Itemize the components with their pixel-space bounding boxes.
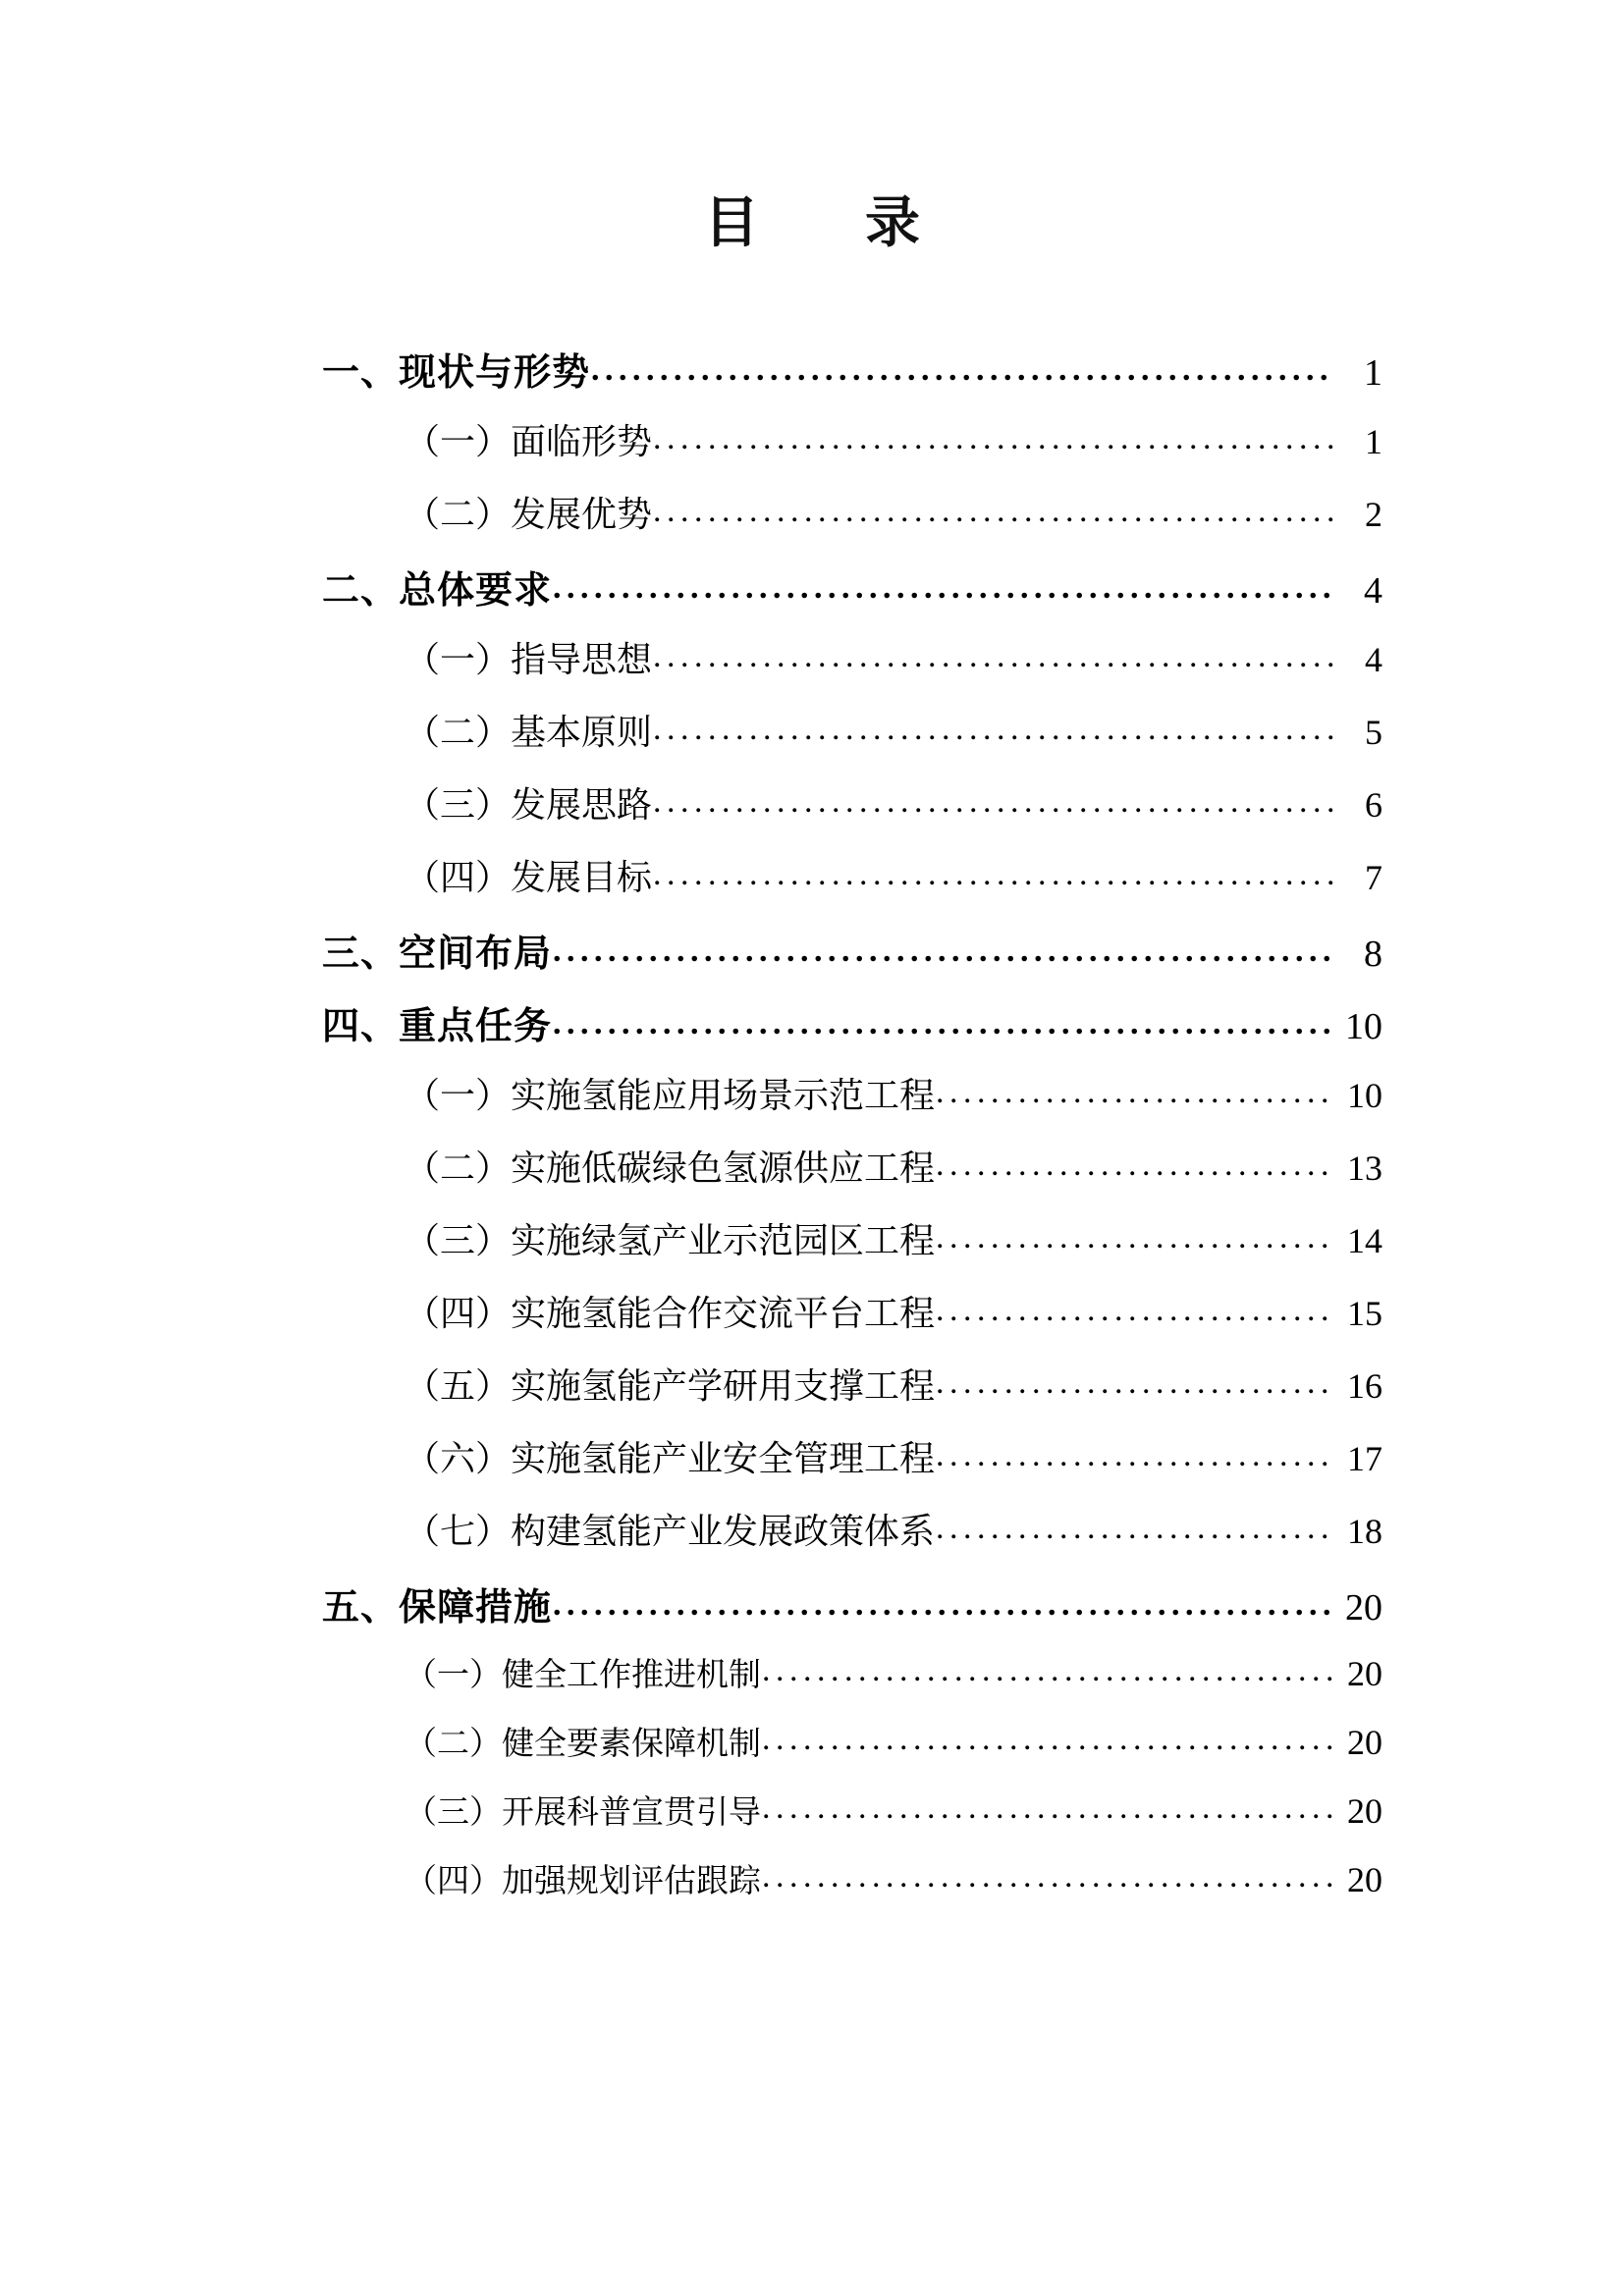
toc-entry-label: （七）构建氢能产业发展政策体系 (405, 1512, 936, 1551)
toc-entry[interactable] (0, 705, 1624, 777)
toc-dot-leader (653, 709, 1333, 744)
toc-dot-leader (762, 1859, 1333, 1892)
toc-page-number: 13 (1347, 1148, 1382, 1188)
toc-entry[interactable] (0, 995, 1624, 1068)
toc-dot-leader (936, 1362, 1333, 1398)
toc-page-number: 20 (1347, 1723, 1382, 1762)
toc-dot-leader (553, 565, 1333, 603)
toc-entry-label: （五）实施氢能产学研用支撑工程 (405, 1366, 936, 1406)
toc-dot-leader (553, 929, 1333, 966)
toc-page-number: 10 (1347, 1076, 1382, 1115)
toc-dot-leader (653, 491, 1333, 526)
toc-entry-label: （四）加强规划评估跟踪 (405, 1864, 761, 1899)
toc-entry[interactable] (0, 1504, 1624, 1576)
toc-entry[interactable] (0, 1649, 1624, 1718)
toc-entry[interactable] (0, 1787, 1624, 1855)
toc-entry-label: （六）实施氢能产业安全管理工程 (405, 1439, 936, 1478)
toc-dot-leader (936, 1217, 1333, 1253)
toc-entry-label: 三、空间布局 (322, 934, 553, 975)
toc-entry-label: （一）指导思想 (405, 640, 653, 679)
toc-page-number: 1 (1364, 352, 1382, 394)
toc-entry-label: （二）基本原则 (405, 713, 653, 752)
toc-entry-label: （二）健全要素保障机制 (405, 1727, 761, 1762)
toc-dot-leader (653, 781, 1333, 817)
toc-page-number: 5 (1365, 713, 1382, 752)
toc-dot-leader (553, 1001, 1333, 1039)
toc-entry[interactable] (0, 1855, 1624, 1924)
toc-entry-label: （四）发展目标 (405, 858, 653, 897)
toc-entry-label: （二）实施低碳绿色氢源供应工程 (405, 1148, 936, 1188)
toc-page-number: 16 (1347, 1366, 1382, 1406)
toc-dot-leader (591, 347, 1333, 385)
toc-page-number: 20 (1347, 1860, 1382, 1899)
toc-dot-leader (936, 1072, 1333, 1107)
toc-entry-label: （一）实施氢能应用场景示范工程 (405, 1076, 936, 1115)
toc-entry[interactable] (0, 1141, 1624, 1213)
toc-entry-label: （三）发展思路 (405, 785, 653, 825)
toc-page-number: 10 (1345, 1006, 1382, 1047)
toc-page-number: 17 (1347, 1439, 1382, 1478)
toc-entry[interactable] (0, 560, 1624, 632)
toc-page-number: 6 (1365, 785, 1382, 825)
toc-dot-leader (553, 1582, 1333, 1620)
toc-entry[interactable] (0, 1359, 1624, 1431)
toc-entry[interactable] (0, 1576, 1624, 1649)
toc-dot-leader (936, 1145, 1333, 1180)
toc-dot-leader (936, 1435, 1333, 1470)
toc-page-number: 4 (1365, 640, 1382, 679)
toc-page-number: 20 (1345, 1587, 1382, 1629)
toc-page-number: 20 (1347, 1791, 1382, 1831)
toc-page-number: 2 (1365, 495, 1382, 534)
toc-entry[interactable] (0, 342, 1624, 414)
toc-entry-label: （三）开展科普宣贯引导 (405, 1795, 761, 1831)
toc-entry-label: （一）面临形势 (405, 422, 653, 461)
toc-entry[interactable] (0, 1068, 1624, 1141)
toc-entry[interactable] (0, 414, 1624, 487)
toc-dot-leader (936, 1290, 1333, 1325)
toc-entry[interactable] (0, 850, 1624, 923)
toc-dot-leader (653, 418, 1333, 454)
toc-entry[interactable] (0, 1431, 1624, 1504)
toc-dot-leader (762, 1653, 1333, 1685)
toc-entry-label: （三）实施绿氢产业示范园区工程 (405, 1221, 936, 1260)
toc-entry[interactable] (0, 1213, 1624, 1286)
toc-dot-leader (762, 1722, 1333, 1754)
toc-dot-leader (653, 854, 1333, 889)
toc-page-number: 18 (1347, 1512, 1382, 1551)
toc-entry[interactable] (0, 1286, 1624, 1359)
toc-page-number: 14 (1347, 1221, 1382, 1260)
toc-page-number: 8 (1364, 934, 1382, 975)
toc-page-number: 7 (1365, 858, 1382, 897)
toc-entry-label: 四、重点任务 (322, 1006, 553, 1047)
toc-dot-leader (936, 1508, 1333, 1543)
toc-entry-label: 五、保障措施 (322, 1587, 553, 1629)
toc-entry[interactable] (0, 487, 1624, 560)
toc-page-number: 4 (1364, 570, 1382, 612)
toc-page-number: 20 (1347, 1654, 1382, 1693)
page-title: 目 录 (704, 191, 946, 253)
table-of-contents (0, 342, 1624, 1924)
toc-entry[interactable] (0, 1718, 1624, 1787)
toc-page-number: 1 (1365, 422, 1382, 461)
toc-entry[interactable] (0, 777, 1624, 850)
toc-entry-label: （四）实施氢能合作交流平台工程 (405, 1294, 936, 1333)
toc-entry-label: （二）发展优势 (405, 495, 653, 534)
toc-page-number: 15 (1347, 1294, 1382, 1333)
toc-entry-label: （一）健全工作推进机制 (405, 1658, 761, 1693)
toc-dot-leader (653, 636, 1333, 671)
toc-entry-label: 二、总体要求 (322, 570, 553, 612)
toc-entry[interactable] (0, 632, 1624, 705)
toc-entry[interactable] (0, 923, 1624, 995)
toc-dot-leader (762, 1790, 1333, 1823)
toc-entry-label: 一、现状与形势 (322, 352, 591, 394)
